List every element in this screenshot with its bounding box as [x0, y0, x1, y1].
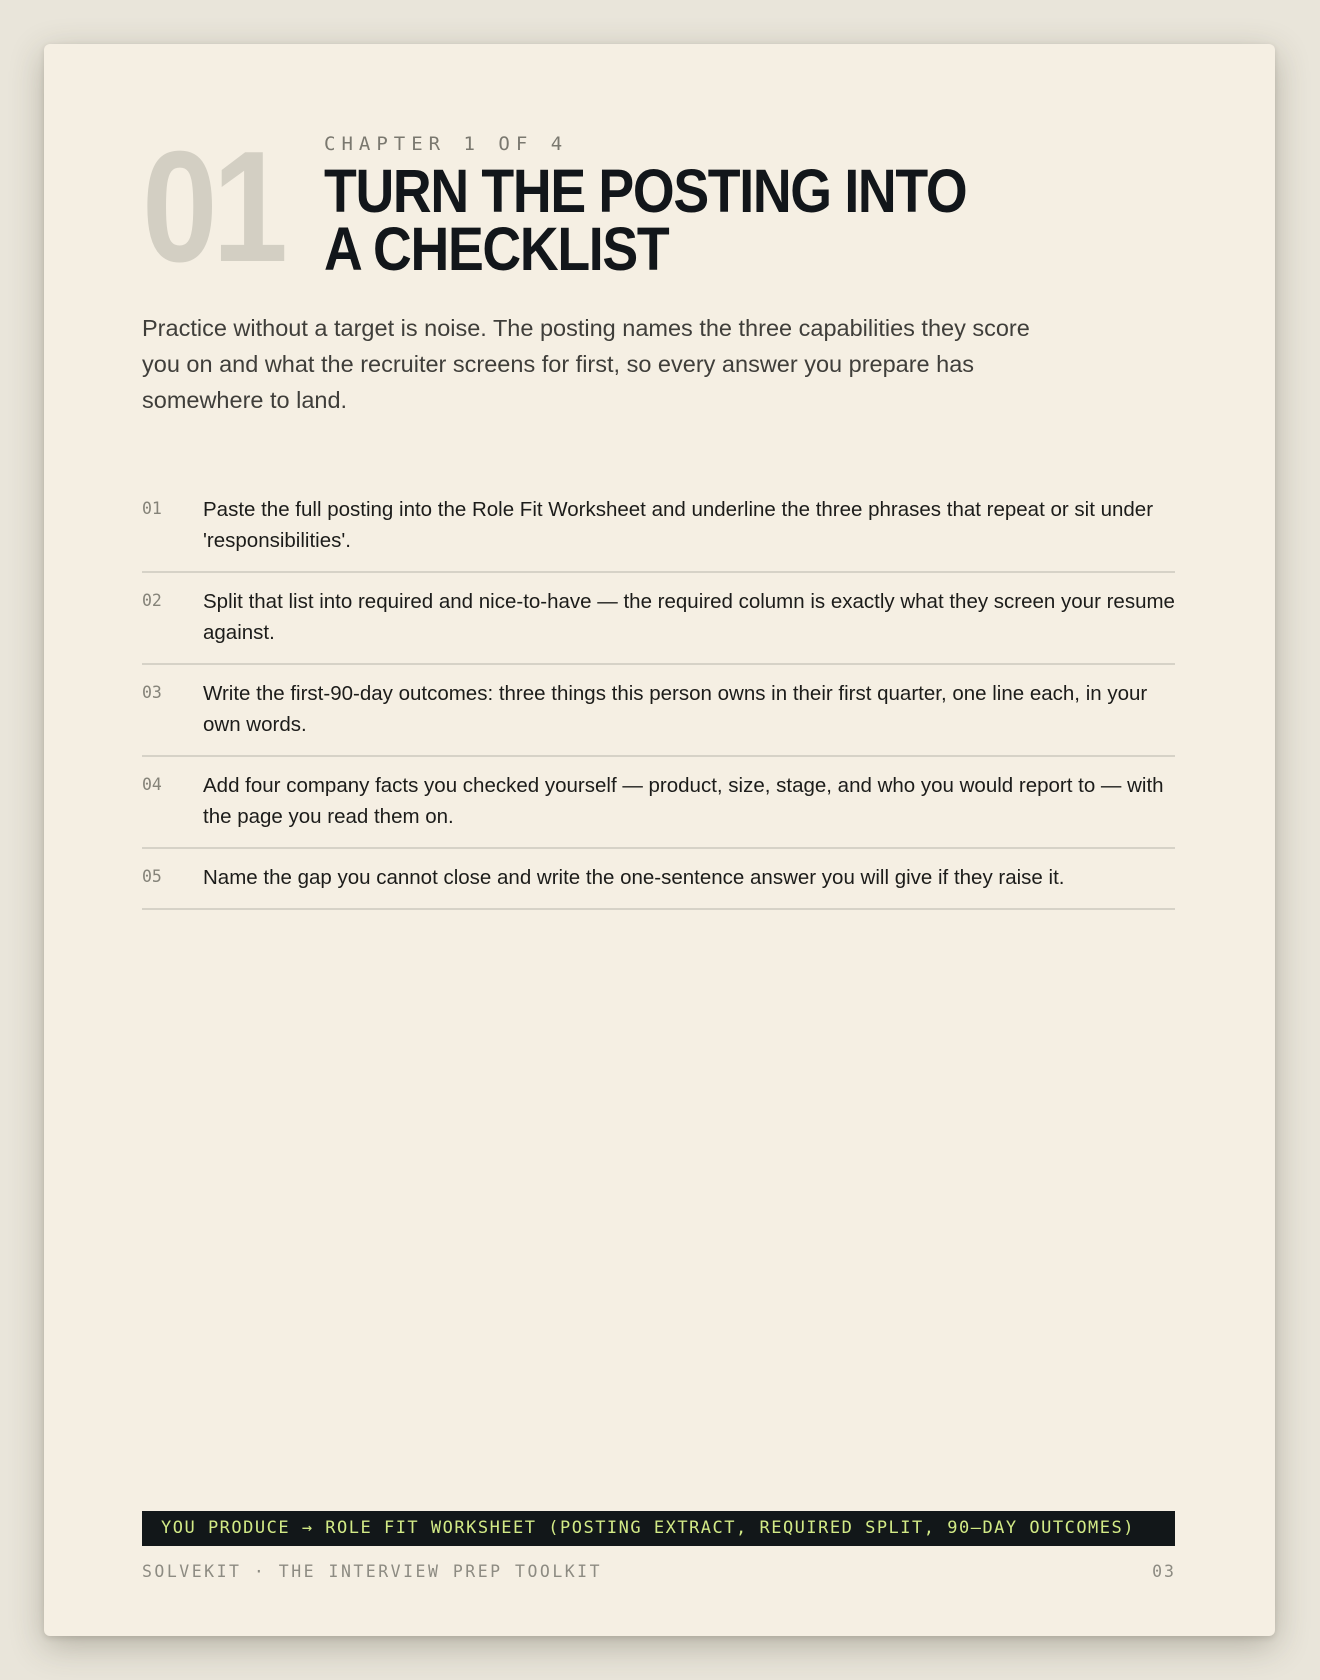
chapter-kicker: CHAPTER 1 OF 4 [324, 133, 569, 155]
step-text: Add four company facts you checked yourself — product, size, stage, and who you would report to — with the page you read them on. [203, 774, 1164, 828]
page-number: 03 [1152, 1562, 1176, 1581]
step-item-2 [142, 573, 1175, 665]
step-number: 03 [142, 683, 162, 702]
step-number: 01 [142, 499, 162, 518]
step-list [142, 494, 1175, 910]
document-page [44, 44, 1275, 1636]
step-item-1 [142, 494, 1175, 573]
chapter-number: 01 [142, 119, 283, 295]
step-number: 02 [142, 591, 162, 610]
step-item-5 [142, 849, 1175, 910]
step-text: Paste the full posting into the Role Fit Worksheet and underline the three phrases that repeat or sit under 'responsibilities'. [203, 498, 1154, 552]
chapter-title: TURN THE POSTING INTO A CHECKLIST [324, 157, 967, 283]
step-text: Name the gap you cannot close and write the one-sentence answer you will give if they raise it. [203, 866, 1065, 889]
step-text: Split that list into required and nice-to-have — the required column is exactly what they screen your resume against. [203, 590, 1175, 644]
step-item-4 [142, 757, 1175, 849]
deliverable-banner: YOU PRODUCE → ROLE FIT WORKSHEET (POSTING EXTRACT, REQUIRED SPLIT, 90–DAY OUTCOMES) [142, 1511, 1175, 1546]
intro-paragraph: Practice without a target is noise. The posting names the three capabilities they score you on and what the recruiter screens for first, so every answer you prepare has somewhere to land. [142, 315, 1030, 413]
step-text: Write the first-90-day outcomes: three things this person owns in their first quarter, one line each, in your own words. [203, 682, 1148, 736]
step-item-3 [142, 665, 1175, 757]
step-number: 04 [142, 775, 162, 794]
footer-brand: SOLVEKIT · THE INTERVIEW PREP TOOLKIT [142, 1562, 603, 1581]
step-number: 05 [142, 867, 162, 886]
